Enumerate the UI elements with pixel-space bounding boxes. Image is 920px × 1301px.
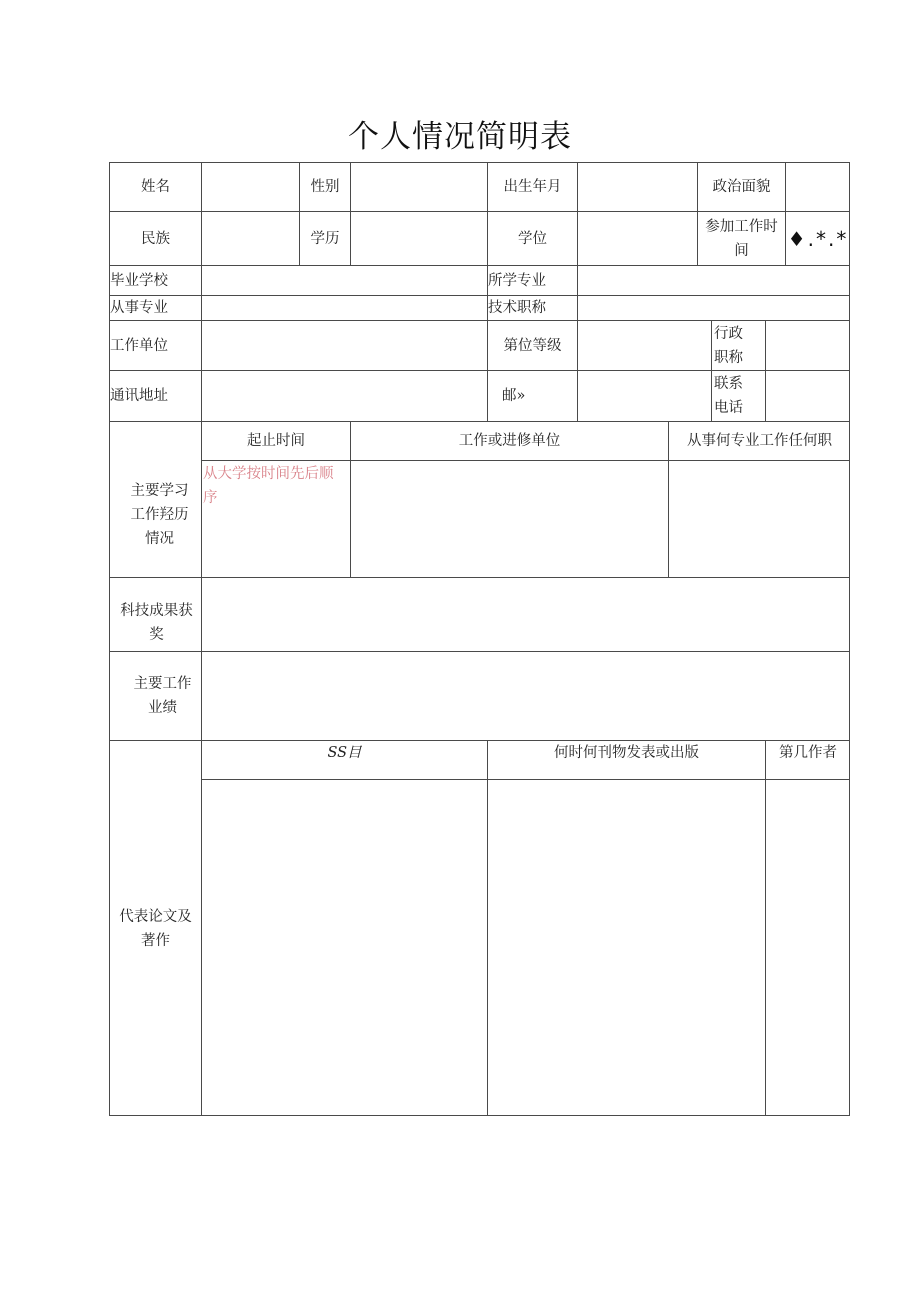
papers-author-rank-field[interactable] bbox=[765, 779, 850, 1116]
papers-col-publication bbox=[487, 740, 765, 779]
degree-label bbox=[487, 211, 577, 265]
education-field[interactable] bbox=[350, 211, 487, 265]
achievements-label bbox=[109, 651, 201, 740]
school-field[interactable] bbox=[201, 265, 487, 295]
postcode-label bbox=[487, 370, 577, 421]
papers-publication-field[interactable] bbox=[487, 779, 765, 1116]
birth-label bbox=[487, 162, 577, 211]
admin-title-label-text: 行政职称 bbox=[714, 325, 743, 366]
profession-field[interactable] bbox=[201, 295, 487, 320]
work-start-field[interactable] bbox=[785, 211, 850, 265]
political-field[interactable] bbox=[785, 162, 850, 211]
degree-label-text: 学位 bbox=[518, 230, 547, 247]
major-label bbox=[487, 265, 577, 295]
phone-field[interactable] bbox=[765, 370, 850, 421]
phone-label bbox=[711, 370, 765, 421]
experience-position-field[interactable] bbox=[668, 460, 850, 577]
achievements-field[interactable] bbox=[201, 651, 850, 740]
unit-grade-field[interactable] bbox=[577, 320, 711, 370]
table-right-border bbox=[849, 162, 850, 1116]
work-start-label-text: 参加工作时间 bbox=[705, 218, 778, 259]
gender-label bbox=[299, 162, 350, 211]
experience-col-position-text: 从事何专业工作任何职 bbox=[687, 433, 832, 449]
name-label-text: 姓名 bbox=[141, 179, 170, 195]
papers-label bbox=[109, 740, 201, 1116]
employer-label bbox=[109, 320, 201, 370]
experience-label bbox=[109, 421, 201, 577]
employer-field[interactable] bbox=[201, 320, 487, 370]
experience-col-time-text: 起止时间 bbox=[247, 433, 305, 449]
ethnicity-label bbox=[109, 211, 201, 265]
work-start-label bbox=[697, 211, 785, 265]
address-label bbox=[109, 370, 201, 421]
tech-title-label-text: 技术职称 bbox=[488, 300, 546, 316]
experience-time-hint: 从大学按时间先后顺序 bbox=[203, 466, 334, 506]
papers-col-author-rank-text: 第几作者 bbox=[779, 745, 837, 761]
unit-grade-label bbox=[487, 320, 577, 370]
table-bottom-border bbox=[109, 1115, 850, 1116]
political-label-text: 政治面貌 bbox=[712, 179, 771, 195]
experience-label-text: 主要学习工作羟历情况 bbox=[130, 482, 189, 547]
birth-field[interactable] bbox=[577, 162, 697, 211]
gender-field[interactable] bbox=[350, 162, 487, 211]
education-label bbox=[299, 211, 350, 265]
major-field[interactable] bbox=[577, 265, 850, 295]
unit-grade-label-text: 第位等级 bbox=[503, 337, 562, 354]
education-label-text: 学历 bbox=[310, 230, 340, 247]
postcode-field[interactable] bbox=[577, 370, 711, 421]
awards-label-text: 科技成果获奖 bbox=[120, 602, 193, 643]
papers-col-title-text: SS目 bbox=[327, 745, 362, 761]
experience-col-position bbox=[668, 421, 850, 460]
form-title: 个人情况简明表 bbox=[348, 119, 572, 155]
papers-col-publication-text: 何时何刊物发表或出版 bbox=[554, 745, 699, 761]
ethnicity-label-text: 民族 bbox=[141, 230, 170, 247]
name-label bbox=[109, 162, 201, 211]
work-start-value: ♦.*.* bbox=[787, 226, 849, 251]
political-label bbox=[697, 162, 785, 211]
gender-label-text: 性别 bbox=[310, 179, 340, 195]
awards-label bbox=[109, 577, 201, 651]
profession-label bbox=[109, 295, 201, 320]
postcode-label-text: 邮» bbox=[502, 388, 526, 404]
address-label-text: 通讯地址 bbox=[110, 388, 168, 404]
address-field[interactable] bbox=[201, 370, 487, 421]
experience-col-unit-text: 工作或进修单位 bbox=[458, 433, 561, 449]
papers-col-author-rank bbox=[765, 740, 850, 779]
experience-col-time bbox=[201, 421, 350, 460]
experience-col-unit bbox=[350, 421, 668, 460]
awards-field[interactable] bbox=[201, 577, 850, 651]
papers-title-field[interactable] bbox=[201, 779, 487, 1116]
admin-title-label bbox=[711, 320, 765, 370]
profession-label-text: 从事专业 bbox=[110, 300, 168, 316]
name-field[interactable] bbox=[201, 162, 299, 211]
employer-label-text: 工作单位 bbox=[110, 337, 168, 354]
degree-field[interactable] bbox=[577, 211, 697, 265]
achievements-label-text: 主要工作业绩 bbox=[133, 676, 192, 716]
papers-col-title bbox=[201, 740, 487, 779]
phone-label-text: 联系电话 bbox=[714, 376, 743, 416]
school-label-text: 毕业学校 bbox=[110, 272, 168, 289]
major-label-text: 所学专业 bbox=[488, 272, 546, 289]
papers-label-text: 代表论文及著作 bbox=[119, 908, 192, 949]
experience-time-field[interactable] bbox=[201, 460, 350, 577]
admin-title-field[interactable] bbox=[765, 320, 850, 370]
experience-unit-field[interactable] bbox=[350, 460, 668, 577]
ethnicity-field[interactable] bbox=[201, 211, 299, 265]
tech-title-label bbox=[487, 295, 577, 320]
school-label bbox=[109, 265, 201, 295]
tech-title-field[interactable] bbox=[577, 295, 850, 320]
birth-label-text: 出生年月 bbox=[503, 179, 562, 195]
